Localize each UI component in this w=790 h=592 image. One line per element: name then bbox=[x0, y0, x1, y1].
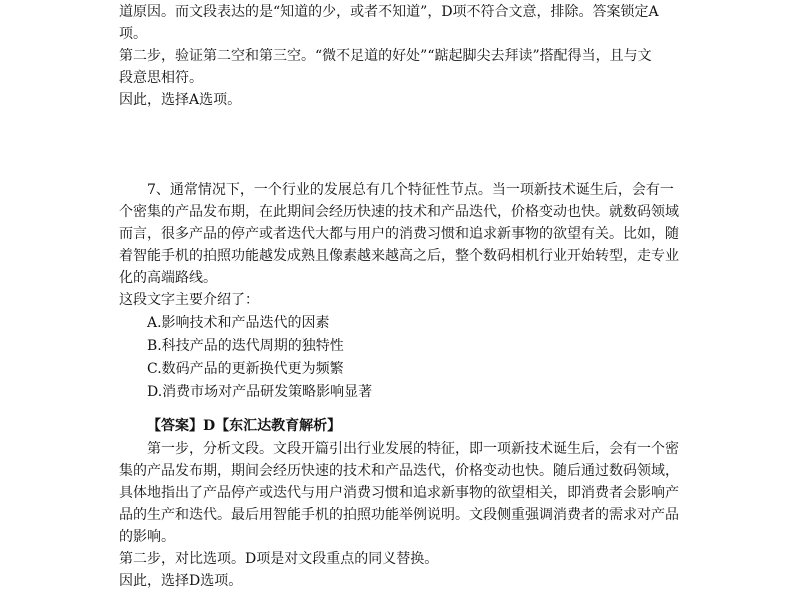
prev-answer-line-3: 第二步，验证第二空和第三空。“微不足道的好处”“踮起脚尖去拜读”搭配得当，且与文 bbox=[119, 48, 652, 64]
analysis-line-3: 具体地指出了产品停产或迭代与用户消费习惯和追求新事物的欲望相关，即消费者会影响产 bbox=[119, 485, 679, 501]
option-b: B.科技产品的迭代周期的独特性 bbox=[147, 338, 344, 354]
question-stem-line-1: 7、通常情况下，一个行业的发展总有几个特征性节点。当一项新技术诞生后，会有一 bbox=[147, 182, 674, 198]
question-stem-line-4: 着智能手机的拍照功能越发成熟且像素越来越高之后，整个数码相机行业开始转型，走专业 bbox=[119, 248, 679, 264]
question-prompt: 这段文字主要介绍了： bbox=[119, 292, 259, 308]
prev-answer-line-5: 因此，选择A选项。 bbox=[119, 92, 242, 108]
question-stem-line-5: 化的高端路线。 bbox=[119, 270, 217, 286]
analysis-line-2: 集的产品发布期，期间会经历快速的技术和产品迭代，价格变动也快。随后通过数码领域， bbox=[119, 463, 679, 479]
question-stem-line-2: 个密集的产品发布期，在此期间会经历快速的技术和产品迭代，价格变动也快。就数码领域 bbox=[119, 204, 679, 220]
analysis-line-7: 因此，选择D选项。 bbox=[119, 573, 243, 589]
analysis-line-6: 第二步，对比选项。D项是对文段重点的同义替换。 bbox=[119, 551, 439, 567]
question-stem-line-3: 而言，很多产品的停产或者迭代大都与用户的消费习惯和追求新事物的欲望有关。比如，随 bbox=[119, 226, 679, 242]
answer-heading: 【答案】D【东汇达教育解析】 bbox=[147, 418, 342, 434]
option-a: A.影响技术和产品迭代的因素 bbox=[147, 315, 330, 331]
analysis-line-5: 的影响。 bbox=[119, 529, 175, 545]
prev-answer-line-1: 道原因。而文段表达的是“知道的少，或者不知道”，D项不符合文意，排除。答案锁定A bbox=[119, 4, 659, 20]
option-c: C.数码产品的更新换代更为频繁 bbox=[147, 361, 344, 377]
prev-answer-line-2: 项。 bbox=[119, 26, 147, 42]
analysis-line-1: 第一步，分析文段。文段开篇引出行业发展的特征，即一项新技术诞生后，会有一个密 bbox=[147, 441, 679, 457]
prev-answer-line-4: 段意思相符。 bbox=[119, 70, 203, 86]
option-d: D.消费市场对产品研发策略影响显著 bbox=[147, 384, 373, 400]
analysis-line-4: 品的生产和迭代。最后用智能手机的拍照功能举例说明。文段侧重强调消费者的需求对产品 bbox=[119, 507, 679, 523]
